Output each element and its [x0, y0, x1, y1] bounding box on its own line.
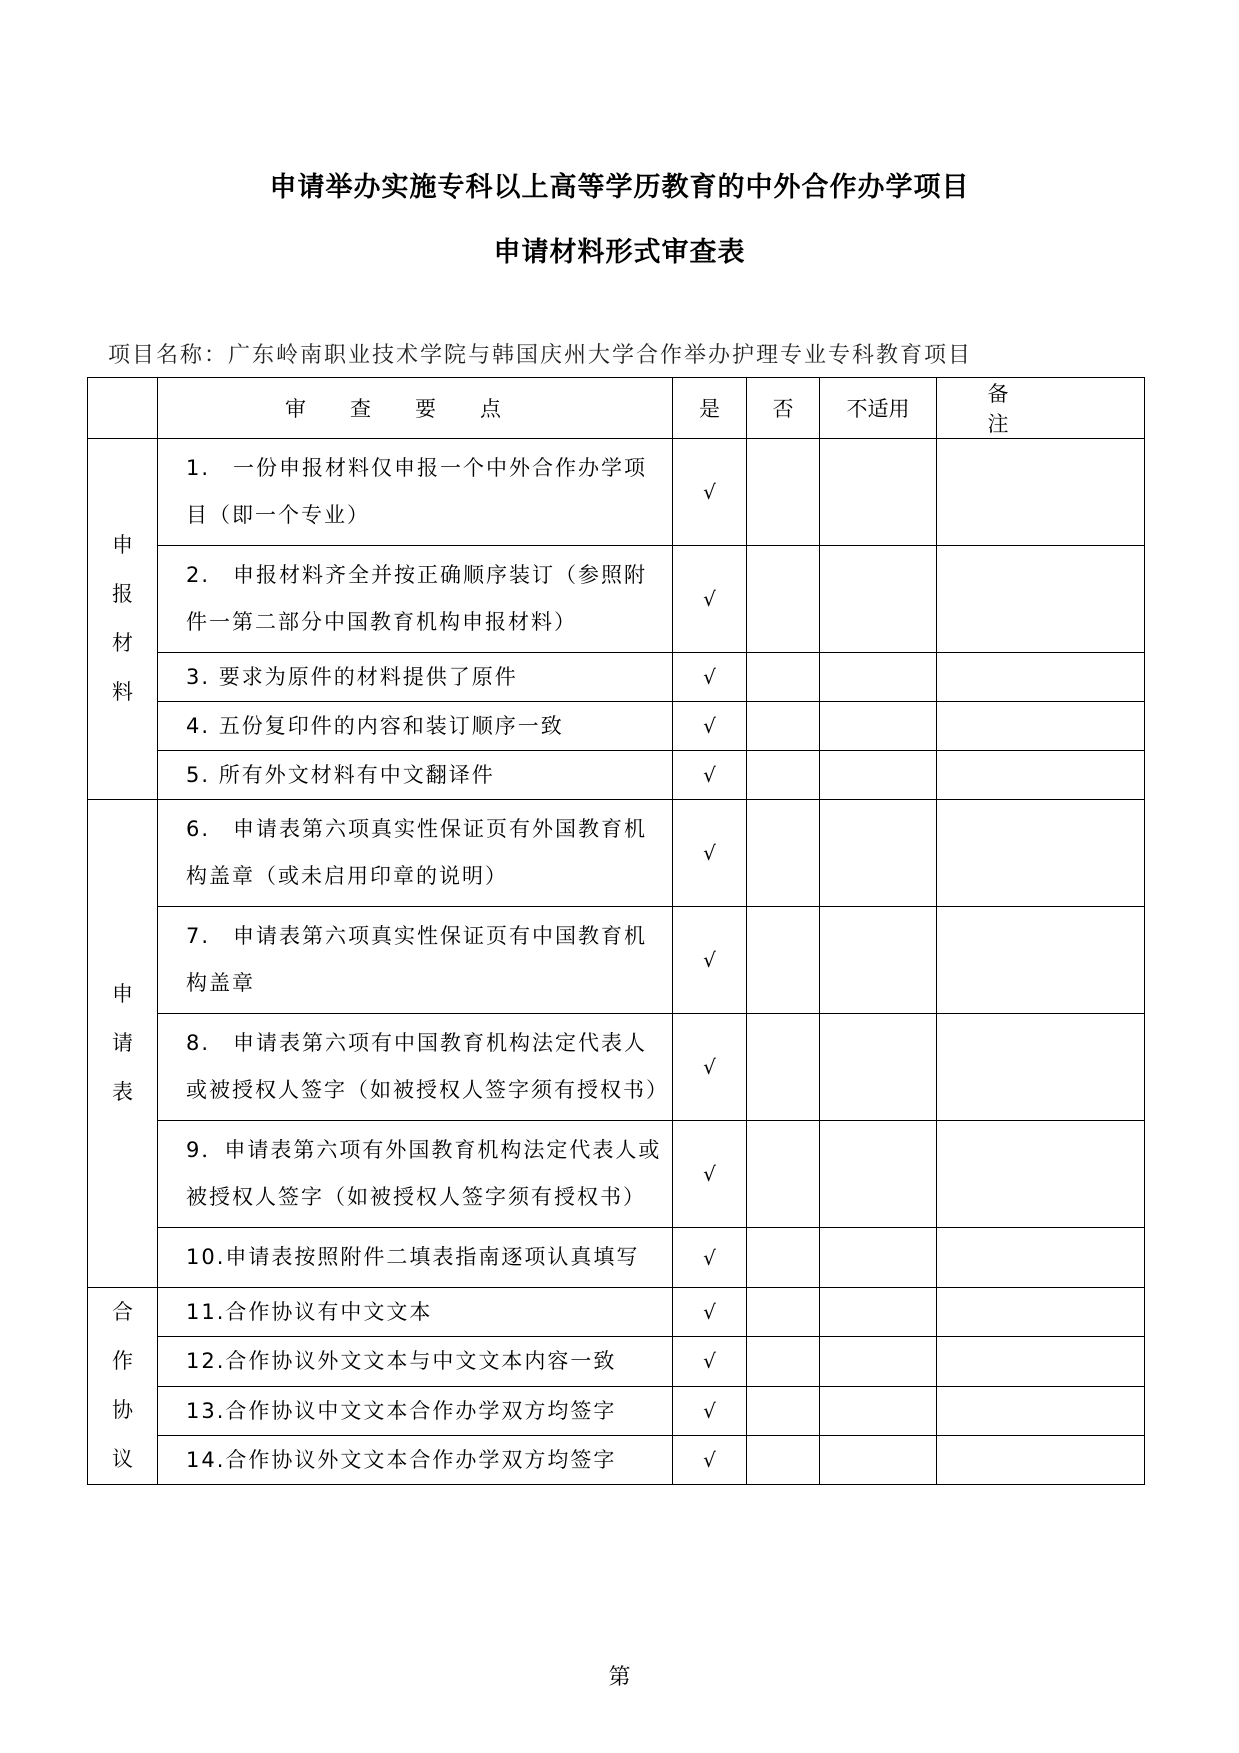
group-label-application-form — [88, 800, 158, 1288]
check-na — [820, 653, 937, 702]
check-na — [820, 1228, 937, 1288]
check-na — [820, 1121, 937, 1228]
check-no — [747, 653, 820, 702]
group-char: 合 — [112, 1300, 133, 1324]
check-na — [820, 1014, 937, 1121]
table-row — [88, 439, 1145, 546]
group-label-cooperation-agreement — [88, 1288, 158, 1485]
item-text: 4. 五份复印件的内容和装订顺序一致 — [158, 702, 673, 751]
header-no: 否 — [747, 378, 820, 439]
check-no — [747, 1014, 820, 1121]
group-char: 材 — [112, 631, 133, 655]
table-row — [88, 1121, 1145, 1228]
check-na — [820, 907, 937, 1014]
check-no — [747, 439, 820, 546]
check-no — [747, 907, 820, 1014]
check-yes: √ — [673, 751, 747, 800]
group-char: 协 — [112, 1398, 133, 1422]
header-key-points: 审查要点 — [158, 378, 673, 439]
table-row — [88, 1228, 1145, 1288]
note-cell — [937, 1014, 1145, 1121]
table-row — [88, 800, 1145, 907]
check-no — [747, 1288, 820, 1337]
note-cell — [937, 702, 1145, 751]
table-row — [88, 653, 1145, 702]
check-no — [747, 1337, 820, 1386]
item-text: 7. 申请表第六项真实性保证页有中国教育机构盖章 — [158, 907, 673, 1014]
check-no — [747, 702, 820, 751]
note-cell — [937, 1288, 1145, 1337]
note-cell — [937, 1121, 1145, 1228]
check-no — [747, 1386, 820, 1435]
document-title: 申请举办实施专科以上高等学历教育的中外合作办学项目 — [269, 172, 970, 203]
note-cell — [937, 1435, 1145, 1484]
check-na — [820, 1386, 937, 1435]
document-subtitle: 申请材料形式审查表 — [493, 237, 746, 268]
table-row — [88, 1435, 1145, 1484]
table-header-row — [88, 378, 1145, 439]
page-footer: 第 — [608, 1665, 631, 1690]
note-cell — [937, 1228, 1145, 1288]
check-no — [747, 546, 820, 653]
table-row — [88, 1288, 1145, 1337]
table-row — [88, 907, 1145, 1014]
check-no — [747, 1228, 820, 1288]
check-yes: √ — [673, 1288, 747, 1337]
note-cell — [937, 653, 1145, 702]
table-row — [88, 1337, 1145, 1386]
check-yes: √ — [673, 1435, 747, 1484]
header-not-applicable: 不适用 — [820, 378, 937, 439]
group-char: 报 — [112, 582, 133, 606]
group-char: 请 — [112, 1031, 133, 1055]
check-yes: √ — [673, 653, 747, 702]
check-yes: √ — [673, 907, 747, 1014]
item-text: 9．申请表第六项有外国教育机构法定代表人或被授权人签字（如被授权人签字须有授权书） — [158, 1121, 673, 1228]
item-text: 5. 所有外文材料有中文翻译件 — [158, 751, 673, 800]
note-cell — [937, 907, 1145, 1014]
table-row — [88, 702, 1145, 751]
check-na — [820, 1337, 937, 1386]
check-yes: √ — [673, 546, 747, 653]
table-row — [88, 751, 1145, 800]
check-yes: √ — [673, 702, 747, 751]
table-row — [88, 1014, 1145, 1121]
note-cell — [937, 439, 1145, 546]
check-na — [820, 439, 937, 546]
check-yes: √ — [673, 1228, 747, 1288]
group-char: 议 — [112, 1447, 133, 1471]
check-no — [747, 751, 820, 800]
group-char: 作 — [112, 1349, 133, 1373]
review-table — [87, 377, 1145, 1485]
check-yes: √ — [673, 1121, 747, 1228]
note-cell — [937, 751, 1145, 800]
check-yes: √ — [673, 1337, 747, 1386]
check-na — [820, 546, 937, 653]
check-yes: √ — [673, 1014, 747, 1121]
check-no — [747, 800, 820, 907]
item-text: 3. 要求为原件的材料提供了原件 — [158, 653, 673, 702]
item-text: 14.合作协议外文文本合作办学双方均签字 — [158, 1435, 673, 1484]
item-text: 13.合作协议中文文本合作办学双方均签字 — [158, 1386, 673, 1435]
check-na — [820, 800, 937, 907]
check-yes: √ — [673, 1386, 747, 1435]
group-char: 料 — [112, 680, 133, 704]
check-na — [820, 751, 937, 800]
group-char: 表 — [112, 1080, 133, 1104]
group-char: 申 — [112, 982, 133, 1006]
item-text: 12.合作协议外文文本与中文文本内容一致 — [158, 1337, 673, 1386]
item-text: 11.合作协议有中文文本 — [158, 1288, 673, 1337]
note-cell — [937, 800, 1145, 907]
item-text: 10.申请表按照附件二填表指南逐项认真填写 — [158, 1228, 673, 1288]
header-note: 备注 — [937, 378, 1145, 439]
table-row — [88, 546, 1145, 653]
check-na — [820, 1288, 937, 1337]
table-row — [88, 1386, 1145, 1435]
project-name: 项目名称：广东岭南职业技术学院与韩国庆州大学合作举办护理专业专科教育项目 — [108, 343, 973, 368]
note-cell — [937, 1386, 1145, 1435]
item-text: 2. 申报材料齐全并按正确顺序装订（参照附件一第二部分中国教育机构申报材料） — [158, 546, 673, 653]
header-yes: 是 — [673, 378, 747, 439]
check-yes: √ — [673, 439, 747, 546]
check-no — [747, 1121, 820, 1228]
header-blank — [88, 378, 158, 439]
item-text: 1. 一份申报材料仅申报一个中外合作办学项目（即一个专业） — [158, 439, 673, 546]
item-text: 6. 申请表第六项真实性保证页有外国教育机构盖章（或未启用印章的说明） — [158, 800, 673, 907]
check-no — [747, 1435, 820, 1484]
check-na — [820, 1435, 937, 1484]
group-char: 申 — [112, 533, 133, 557]
check-na — [820, 702, 937, 751]
group-label-application-materials — [88, 439, 158, 800]
item-text: 8. 申请表第六项有中国教育机构法定代表人或被授权人签字（如被授权人签字须有授权书） — [158, 1014, 673, 1121]
note-cell — [937, 1337, 1145, 1386]
note-cell — [937, 546, 1145, 653]
check-yes: √ — [673, 800, 747, 907]
